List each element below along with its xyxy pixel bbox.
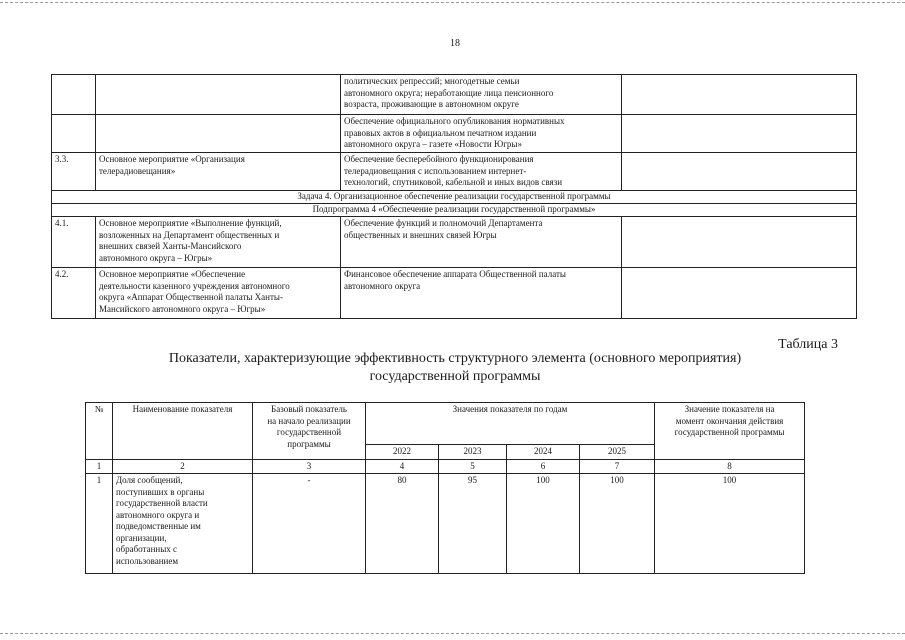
- col-header-values-by-year: Значения показателя по годам: [366, 403, 655, 445]
- year-value-cell: 100: [507, 474, 580, 574]
- row-number-cell: [52, 75, 96, 115]
- column-number: 4: [366, 459, 439, 474]
- empty-cell: [622, 115, 857, 153]
- activity-description-cell: [341, 268, 622, 319]
- column-number: 3: [253, 459, 366, 474]
- activities-table: [51, 74, 857, 319]
- text-line: автономного округа и: [116, 509, 200, 520]
- col-header-base: [253, 403, 366, 460]
- table-row: [52, 153, 857, 191]
- text-line: округа «Аппарат Общественной палаты Ханты-: [99, 292, 283, 302]
- text-line: Базовый показатель: [271, 404, 347, 414]
- col-header-year: 2025: [580, 445, 655, 460]
- table-row: [52, 75, 857, 115]
- table-caption: Таблица 3: [778, 337, 838, 352]
- text-line: Основное мероприятие «Выполнение функций,: [99, 218, 282, 228]
- text-line: технологий, спутниковой, кабельной и иных видов связи: [344, 177, 563, 187]
- text-line: автономного округа – газете «Новости Югры»: [344, 139, 522, 149]
- column-number: 7: [580, 459, 655, 474]
- activity-name-cell: [96, 153, 341, 191]
- text-line: на начало реализации: [267, 415, 351, 426]
- row-number-cell: 4.1.: [52, 217, 96, 268]
- col-header-year: 2024: [507, 445, 580, 460]
- activity-name-cell: [96, 268, 341, 319]
- text-line: Финансовое обеспечение аппарата Общественной палаты: [344, 269, 566, 279]
- text-line: телерадиовещания»: [99, 165, 176, 176]
- table-row: [52, 204, 857, 217]
- column-number: 6: [507, 459, 580, 474]
- final-value-cell: 100: [655, 474, 805, 574]
- column-number: 5: [439, 459, 507, 474]
- text-line: Основное мероприятие «Организация: [99, 154, 245, 164]
- text-line: внешних связей Ханты-Мансийского: [99, 241, 242, 251]
- table-row: [52, 191, 857, 204]
- text-line: государственной: [276, 427, 342, 437]
- indicators-table: [85, 402, 805, 574]
- base-value-cell: -: [253, 474, 366, 574]
- text-line: Значение показателя на: [684, 404, 775, 414]
- subprogram-heading: Подпрограмма 4 «Обеспечение реализации государственной программы»: [52, 204, 857, 217]
- title-line: Показатели, характеризующие эффективность структурного элемента (основного мероприятия): [168, 351, 742, 366]
- activity-description-cell: [341, 115, 622, 153]
- text-line: государственной власти: [116, 498, 208, 508]
- activity-name-cell: [96, 75, 341, 115]
- table-title: [120, 350, 790, 386]
- row-number-cell: [52, 115, 96, 153]
- column-number: 1: [86, 459, 113, 474]
- text-line: Основное мероприятие «Обеспечение: [99, 269, 246, 279]
- text-line: политических репрессий; многодетные семьи: [344, 76, 520, 86]
- empty-cell: [622, 75, 857, 115]
- text-line: Мансийского автономного округа – Югры»: [99, 303, 266, 314]
- activity-name-cell: [96, 217, 341, 268]
- task-heading: Задача 4. Организационное обеспечение реализации государственной программы: [52, 191, 857, 204]
- text-line: подведомственные им: [116, 521, 201, 531]
- indicator-name-cell: [113, 474, 253, 574]
- column-number: 8: [655, 459, 805, 474]
- year-value-cell: 80: [366, 474, 439, 574]
- text-line: организации,: [116, 532, 167, 543]
- table-row: [52, 115, 857, 153]
- text-line: деятельности казенного учреждения автономного: [99, 280, 290, 291]
- text-line: обработанных с: [116, 544, 177, 554]
- col-header-final: [655, 403, 805, 460]
- col-header-number: №: [86, 403, 113, 460]
- text-line: государственной программы: [674, 427, 785, 437]
- table-header-row: [86, 403, 805, 445]
- table-row: [52, 217, 857, 268]
- row-number-cell: 3.3.: [52, 153, 96, 191]
- activity-name-cell: [96, 115, 341, 153]
- col-header-year: 2023: [439, 445, 507, 460]
- row-number-cell: 4.2.: [52, 268, 96, 319]
- text-line: использованием: [116, 555, 179, 566]
- table-row: [86, 474, 805, 574]
- year-value-cell: 100: [580, 474, 655, 574]
- text-line: правовых актов в официальном печатном издании: [344, 127, 537, 138]
- column-number: 2: [113, 459, 253, 474]
- page-number: 18: [450, 38, 460, 49]
- text-line: возраста, проживающие в автономном округе: [344, 99, 519, 109]
- column-number-row: [86, 459, 805, 474]
- text-line: общественных и внешних связей Югры: [344, 229, 497, 240]
- text-line: возложенных на Департамент общественных и: [99, 229, 280, 240]
- title-line: государственной программы: [369, 369, 541, 384]
- text-line: автономного округа; неработающие лица пенсионного: [344, 87, 554, 98]
- empty-cell: [622, 153, 857, 191]
- scan-edge-top: [0, 2, 905, 3]
- text-line: Обеспечение официального опубликования нормативных: [344, 116, 565, 126]
- year-value-cell: 95: [439, 474, 507, 574]
- text-line: автономного округа – Югры»: [99, 252, 213, 263]
- activity-description-cell: [341, 217, 622, 268]
- scan-edge-bottom: [0, 633, 905, 634]
- text-line: Доля сообщений,: [116, 475, 183, 485]
- row-number-cell: 1: [86, 474, 113, 574]
- activity-description-cell: [341, 75, 622, 115]
- table-row: [52, 268, 857, 319]
- text-line: телерадиовещания с использованием интернет-: [344, 165, 527, 176]
- text-line: программы: [287, 438, 331, 449]
- text-line: автономного округа: [344, 280, 421, 291]
- empty-cell: [622, 268, 857, 319]
- empty-cell: [622, 217, 857, 268]
- text-line: поступивших в органы: [116, 486, 205, 497]
- col-header-name: Наименование показателя: [113, 403, 253, 460]
- text-line: момент окончания действия: [675, 415, 784, 426]
- text-line: Обеспечение бесперебойного функционирования: [344, 154, 534, 164]
- text-line: Обеспечение функций и полномочий Департамента: [344, 218, 543, 228]
- col-header-year: 2022: [366, 445, 439, 460]
- activity-description-cell: [341, 153, 622, 191]
